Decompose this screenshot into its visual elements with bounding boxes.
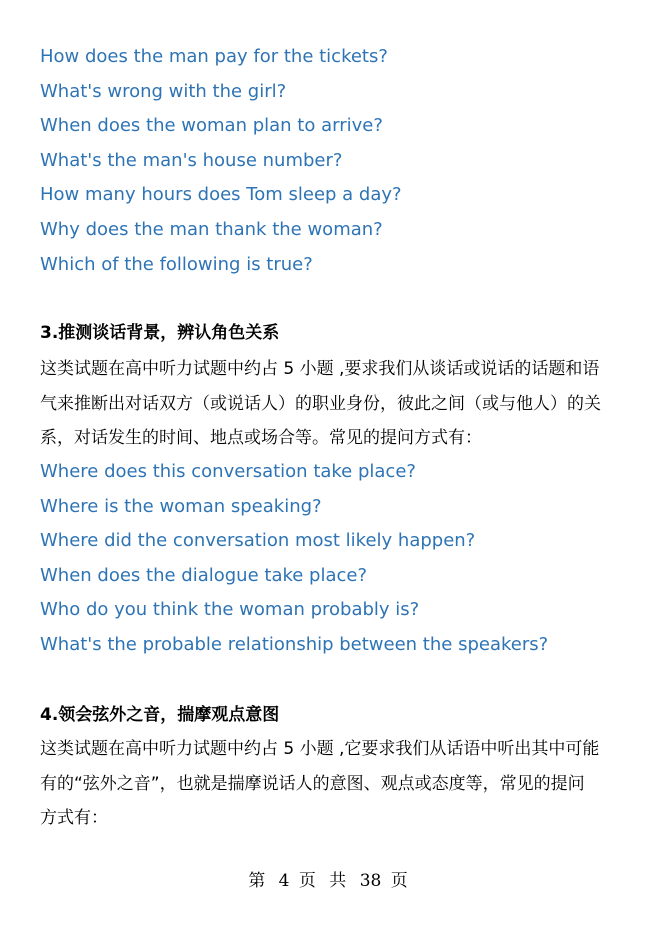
question-item: How many hours does Tom sleep a day? (40, 184, 402, 206)
paragraph-line: 有的“弦外之音”，也就是揣摩说话人的意图、观点或态度等，常见的提问 (40, 773, 585, 794)
question-item: When does the dialogue take place? (40, 564, 368, 586)
footer-middle: 页 共 (298, 871, 351, 891)
question-item: Where is the woman speaking? (40, 495, 322, 517)
section-3-heading: 3.推测谈话背景，辨认角色关系 (40, 323, 280, 343)
question-item: What's wrong with the girl? (40, 80, 287, 102)
section-3-paragraph (40, 352, 622, 456)
question-item: How does the man pay for the tickets? (40, 46, 388, 67)
section-4-heading: 4.领会弦外之音，揣摩观点意图 (40, 705, 280, 725)
question-item: Where did the conversation most likely happen? (40, 530, 476, 552)
paragraph-line: 气来推断出对话双方（或说话人）的职业身份，彼此之间（或与他人）的关 (40, 393, 601, 414)
section-4-paragraph (40, 732, 622, 836)
paragraph-line: 系，对话发生的时间、地点或场合等。常见的提问方式有： (40, 428, 482, 448)
question-item: What's the probable relationship between the speakers? (40, 633, 549, 655)
question-item: Where does this conversation take place? (40, 461, 416, 482)
paragraph-line: 这类试题在高中听力试题中约占 5 小题 ,它要求我们从话语中听出其中可能 (40, 739, 600, 759)
question-item: Who do you think the woman probably is? (40, 599, 420, 621)
footer-suffix: 页 (390, 871, 412, 891)
question-item: When does the woman plan to arrive? (40, 115, 383, 137)
question-item: What's the man's house number? (40, 149, 343, 171)
page-footer (0, 866, 660, 891)
current-page-number: 4 (278, 871, 290, 891)
section-3-question-list (40, 455, 630, 663)
question-list-top (40, 40, 630, 282)
question-item: Why does the man thank the woman? (40, 218, 383, 240)
paragraph-line: 方式有： (40, 808, 108, 828)
total-pages-number: 38 (359, 871, 382, 891)
paragraph-line: 这类试题在高中听力试题中约占 5 小题 ,要求我们从谈话或说话的话题和语 (40, 359, 600, 379)
question-item: Which of the following is true? (40, 253, 313, 275)
footer-prefix: 第 (248, 871, 270, 891)
